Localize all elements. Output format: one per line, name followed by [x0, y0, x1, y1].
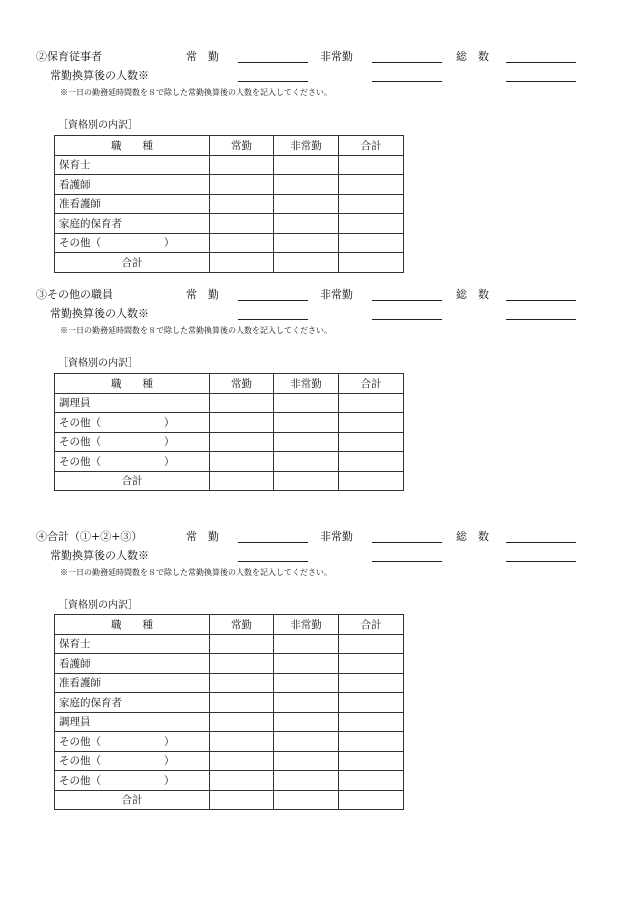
- section-title: ②保育従事者: [36, 50, 102, 63]
- kansan-note: ※一日の勤務延時間数を８で除した常勤換算後の人数を記入してください。: [60, 88, 332, 97]
- breakdown-table: [54, 135, 404, 273]
- hijokin-field[interactable]: [372, 62, 442, 63]
- table-row: 保育士: [55, 634, 404, 654]
- table-row: 准看護師: [55, 673, 404, 693]
- kansan-hijokin-field[interactable]: [372, 561, 442, 562]
- table-row: 家庭的保育者: [55, 214, 404, 234]
- kansan-jokin-field[interactable]: [238, 81, 308, 82]
- kansan-label: 常勤換算後の人数※: [50, 549, 149, 562]
- hijokin-label: 非常勤: [320, 288, 353, 301]
- table-header: 職 種 常勤 非常勤 合計: [55, 136, 404, 156]
- jokin-field[interactable]: [238, 62, 308, 63]
- table-row: その他（ ）: [55, 771, 404, 791]
- breakdown-label: ［資格別の内訳］: [58, 358, 138, 369]
- jokin-field[interactable]: [238, 300, 308, 301]
- jokin-label: 常 勤: [186, 50, 219, 63]
- hijokin-label: 非常勤: [320, 530, 353, 543]
- table-row: 看護師: [55, 654, 404, 674]
- sosu-label: 総 数: [456, 288, 489, 301]
- hijokin-label: 非常勤: [320, 50, 353, 63]
- table-total-row: 合計: [55, 790, 404, 810]
- jokin-label: 常 勤: [186, 288, 219, 301]
- breakdown-label: ［資格別の内訳］: [58, 600, 138, 611]
- breakdown-label: ［資格別の内訳］: [58, 120, 138, 131]
- kansan-hijokin-field[interactable]: [372, 81, 442, 82]
- sosu-field[interactable]: [506, 62, 576, 63]
- hijokin-field[interactable]: [372, 542, 442, 543]
- jokin-field[interactable]: [238, 542, 308, 543]
- table-row: その他（ ）: [55, 732, 404, 752]
- kansan-label: 常勤換算後の人数※: [50, 307, 149, 320]
- jokin-label: 常 勤: [186, 530, 219, 543]
- table-total-row: 合計: [55, 253, 404, 273]
- kansan-sosu-field[interactable]: [506, 319, 576, 320]
- kansan-jokin-field[interactable]: [238, 319, 308, 320]
- breakdown-table: [54, 373, 404, 491]
- kansan-label: 常勤換算後の人数※: [50, 69, 149, 82]
- sosu-field[interactable]: [506, 300, 576, 301]
- table-row: その他（ ）: [55, 233, 404, 253]
- section-title: ④合計（①+②+③）: [36, 530, 143, 543]
- sosu-label: 総 数: [456, 50, 489, 63]
- table-row: 保育士: [55, 155, 404, 175]
- section-title: ③その他の職員: [36, 288, 113, 301]
- table-row: 家庭的保育者: [55, 693, 404, 713]
- table-row: その他（ ）: [55, 452, 404, 472]
- sosu-field[interactable]: [506, 542, 576, 543]
- kansan-note: ※一日の勤務延時間数を８で除した常勤換算後の人数を記入してください。: [60, 326, 332, 335]
- table-header: 職 種 常勤 非常勤 合計: [55, 374, 404, 394]
- table-row: 看護師: [55, 175, 404, 195]
- kansan-sosu-field[interactable]: [506, 81, 576, 82]
- kansan-sosu-field[interactable]: [506, 561, 576, 562]
- table-header: 職 種 常勤 非常勤 合計: [55, 615, 404, 635]
- table-row: 調理員: [55, 712, 404, 732]
- table-row: 調理員: [55, 393, 404, 413]
- table-row: その他（ ）: [55, 413, 404, 433]
- kansan-hijokin-field[interactable]: [372, 319, 442, 320]
- table-row: その他（ ）: [55, 751, 404, 771]
- table-row: 准看護師: [55, 194, 404, 214]
- table-row: その他（ ）: [55, 432, 404, 452]
- sosu-label: 総 数: [456, 530, 489, 543]
- table-total-row: 合計: [55, 471, 404, 491]
- hijokin-field[interactable]: [372, 300, 442, 301]
- kansan-jokin-field[interactable]: [238, 561, 308, 562]
- breakdown-table: [54, 614, 404, 810]
- kansan-note: ※一日の勤務延時間数を８で除した常勤換算後の人数を記入してください。: [60, 568, 332, 577]
